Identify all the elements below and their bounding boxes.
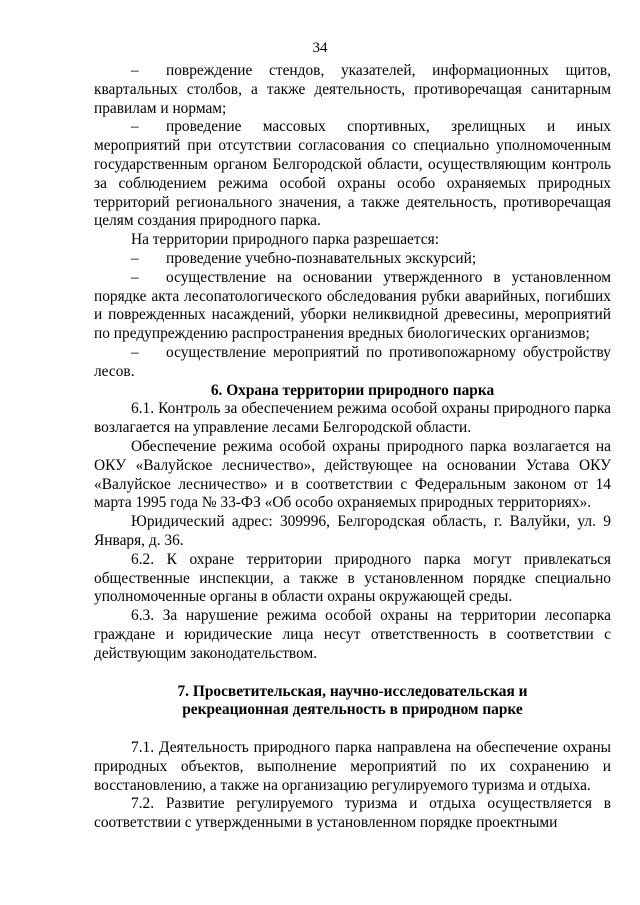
- list-item: [94, 269, 611, 344]
- section-6-paragraph: Обеспечение режима особой охраны природного парка возлагается на ОКУ «Валуйское лесничество», действующее на основании Устава ОКУ «Валуйское лесничество» и в соответствии с Федеральным законом от 14 марта 1995 года № 33-ФЗ «Об особо охраняемых природных территориях».: [94, 437, 611, 512]
- list-dash: –: [131, 268, 139, 286]
- list-item-text: осуществление на основании утвержденного в установленном порядке акта лесопатологического обследования рубки аварийных, погибших и поврежденных насаждений, уборки неликвидной древесины, мероприятий по предупреждению распространения вредных биологических организмов;: [94, 268, 611, 343]
- section-6-paragraph: Юридический адрес: 309996, Белгородская область, г. Валуйки, ул. 9 Января, д. 36.: [94, 513, 611, 549]
- document-body: [94, 62, 611, 833]
- list-item: [94, 250, 611, 269]
- list-item-text: повреждение стендов, указателей, информационных щитов, квартальных столбов, а также деятельность, противоречащая санитарным правилам и нормам;: [94, 62, 611, 117]
- list-item-text: осуществление мероприятий по противопожарному обустройству лесов.: [94, 343, 611, 380]
- list-dash: –: [131, 118, 139, 136]
- list-item-text: проведение массовых спортивных, зрелищных и иных мероприятий при отсутствии согласования со специально уполномоченным государственным органом Белгородской области, осуществляющим контроль за соблюдением режима особой охраны особо охраняемых природных территорий регионального значения, а также деятельность, противоречащая целям создания природного парка.: [94, 118, 611, 230]
- section-7-heading-line: 7. Просветительская, научно-исследовательская и: [177, 682, 528, 700]
- section-7-heading: [94, 683, 611, 721]
- list-dash: –: [131, 249, 139, 267]
- section-6-paragraph: 6.2. К охране территории природного парка могут привлекаться общественные инспекции, а также в установленном порядке специально уполномоченные органы в области охраны окружающей среды.: [94, 550, 611, 606]
- section-6-paragraph: 6.3. За нарушение режима особой охраны на территории лесопарка граждане и юридические лица несут ответственность в соответствии с действующим законодательством.: [94, 607, 611, 662]
- section-7-heading-line: рекреационная деятельность в природном парке: [182, 701, 523, 719]
- section-7-paragraph: 7.1. Деятельность природного парка направлена на обеспечение охраны природных объектов, выполнение мероприятий по их сохранению и восстановлению, а также на организацию регулируемого туризма и отдыха.: [94, 739, 611, 794]
- list-dash: –: [131, 343, 139, 361]
- section-6-paragraph: 6.1. Контроль за обеспечением режима особой охраны природного парка возлагается на управление лесами Белгородской области.: [94, 400, 611, 437]
- section-6-heading: 6. Охрана территории природного парка: [210, 381, 495, 399]
- list-item: [94, 344, 611, 382]
- list-item-text: проведение учебно-познавательных экскурсий;: [166, 249, 477, 267]
- page-number: 34: [312, 40, 328, 56]
- section-7-paragraph: 7.2. Развитие регулируемого туризма и отдыха осуществляется в соответствии с утвержденными в установленном порядке проектными: [94, 795, 611, 832]
- list-item: [94, 118, 611, 231]
- list-item: [94, 62, 611, 118]
- paragraph-allowed-intro: На территории природного парка разрешается:: [131, 231, 439, 249]
- list-dash: –: [131, 62, 139, 79]
